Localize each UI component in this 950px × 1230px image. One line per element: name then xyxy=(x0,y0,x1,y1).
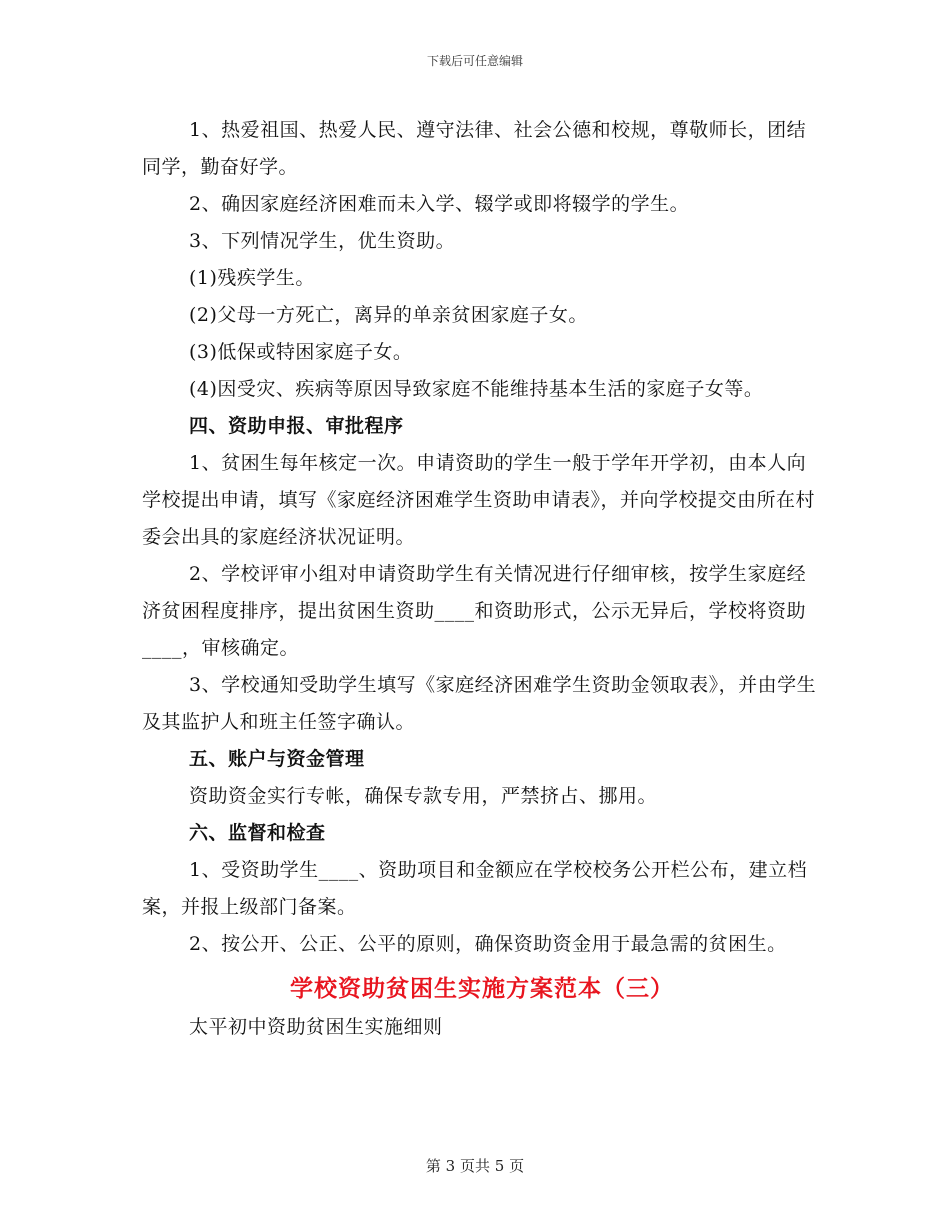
paragraph-application-2: 2、学校评审小组对申请资助学生有关情况进行仔细审核，按学生家庭经济贫困程度排序，提出贫困生资助____和资助形式，公示无异后，学校将资助____，审核确定。 xyxy=(142,563,807,659)
page-header: 下载后可任意编辑 xyxy=(426,54,523,68)
list-item-low-income: (3)低保或特困家庭子女。 xyxy=(189,341,413,363)
document-body xyxy=(142,112,822,1046)
paragraph-condition-2: 2、确因家庭经济困难而未入学、辍学或即将辍学的学生。 xyxy=(189,193,690,215)
section-heading-supervision: 六、监督和检查 xyxy=(189,822,326,844)
page-footer: 第 3 页共 5 页 xyxy=(425,1157,525,1175)
paragraph-condition-1: 1、热爱祖国、热爱人民、遵守法律、社会公德和校规，尊敬师长，团结同学，勤奋好学。 xyxy=(142,119,807,178)
paragraph-supervision-1: 1、受资助学生____、资助项目和金额应在学校校务公开栏公布，建立档案，并报上级部门备案。 xyxy=(142,859,808,918)
paragraph-accounts: 资助资金实行专帐，确保专款专用，严禁挤占、挪用。 xyxy=(189,785,658,807)
paragraph-application-3: 3、学校通知受助学生填写《家庭经济困难学生资助金领取表》，并由学生及其监护人和班主任签字确认。 xyxy=(142,674,817,733)
subtitle-implementation-rules: 太平初中资助贫困生实施细则 xyxy=(189,1016,443,1038)
section-heading-accounts: 五、账户与资金管理 xyxy=(189,748,365,770)
paragraph-supervision-2: 2、按公开、公正、公平的原则，确保资助资金用于最急需的贫困生。 xyxy=(189,933,787,955)
list-item-disabled: (1)残疾学生。 xyxy=(189,267,315,289)
list-item-disaster: (4)因受灾、疾病等原因导致家庭不能维持基本生活的家庭子女等。 xyxy=(189,378,764,400)
section-heading-application: 四、资助申报、审批程序 xyxy=(189,415,404,437)
paragraph-condition-3: 3、下列情况学生，优生资助。 xyxy=(189,230,456,252)
document-title-part-3: 学校资助贫困生实施方案范本（三） xyxy=(290,975,674,1002)
list-item-single-parent: (2)父母一方死亡，离异的单亲贫困家庭子女。 xyxy=(189,304,588,326)
paragraph-application-1: 1、贫困生每年核定一次。申请资助的学生一般于学年开学初，由本人向学校提出申请，填写《家庭经济困难学生资助申请表》，并向学校提交由所在村委会出具的家庭经济状况证明。 xyxy=(142,452,816,548)
